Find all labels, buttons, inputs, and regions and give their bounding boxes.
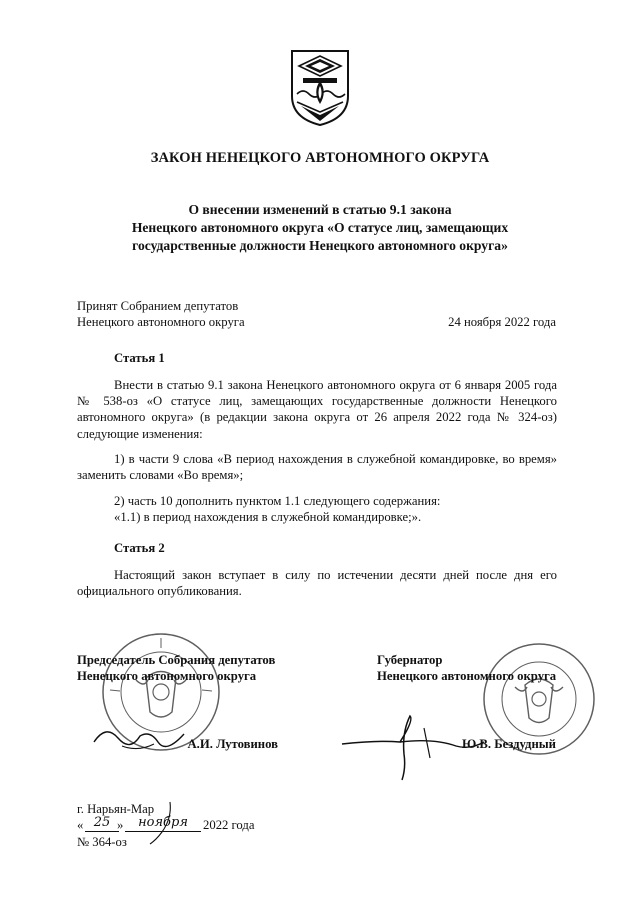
article-2-heading: Статья 2 <box>114 541 165 555</box>
day-underline <box>85 831 119 832</box>
article-1-paragraph-3: 2) часть 10 дополнить пунктом 1.1 следующего содержания: <box>114 494 441 508</box>
right-signatory-title-2: Ненецкого автономного округа <box>377 669 557 683</box>
adoption-date: 24 ноября 2022 года <box>448 315 556 329</box>
right-signature-icon <box>338 712 488 789</box>
quote-open: « <box>77 818 84 832</box>
left-signature-icon <box>88 716 198 761</box>
city-name: г. Нарьян-Мар <box>77 802 155 816</box>
subtitle-line: государственные должности Ненецкого автономного округа» <box>132 238 508 253</box>
article-1-paragraph-1: Внести в статью 9.1 закона Ненецкого автономного округа от 6 января 2005 года № 538-оз «О статусе лиц, замещающих государственные должности Ненецкого автономного округа» (в редакции закона округа от 26 апреля 2022 года № 324-оз) следующие изменения: <box>77 378 557 441</box>
adoption-line-1: Принят Собранием депутатов <box>77 299 239 313</box>
left-signatory-name: А.И. Лутовинов <box>187 737 278 751</box>
law-subtitle <box>60 201 580 255</box>
article-1-heading: Статья 1 <box>114 351 165 365</box>
right-signatory-title-1: Губернатор <box>377 653 443 667</box>
handwritten-day: 25 <box>93 815 111 830</box>
registration-mark-icon <box>140 798 180 853</box>
article-1-paragraph-4: «1.1) в период нахождения в служебной командировке;». <box>114 510 422 524</box>
adoption-line-2: Ненецкого автономного округа <box>77 315 245 329</box>
subtitle-line: О внесении изменений в статью 9.1 закона <box>188 202 452 217</box>
left-signatory-title-2: Ненецкого автономного округа <box>77 669 257 683</box>
article-1-paragraph-2: 1) в части 9 слова «В период нахождения в служебной командировке, во время» заменить словами «Во время»; <box>77 452 557 483</box>
law-title: ЗАКОН НЕНЕЦКОГО АВТОНОМНОГО ОКРУГА <box>150 150 490 166</box>
article-2-paragraph-1: Настоящий закон вступает в силу по истечении десяти дней после дня его официального опубликования. <box>77 568 557 599</box>
subtitle-line: Ненецкого автономного округа «О статусе лиц, замещающих <box>131 220 509 235</box>
handwritten-month: ноября <box>138 815 188 830</box>
left-signatory-title-1: Председатель Собрания депутатов <box>77 653 276 667</box>
right-signatory-name: Ю.В. Бездудный <box>461 737 556 751</box>
law-number: № 364-оз <box>77 835 127 849</box>
quote-close: » <box>117 818 124 832</box>
coat-of-arms-icon <box>289 48 351 128</box>
signing-year: 2022 года <box>203 818 255 832</box>
